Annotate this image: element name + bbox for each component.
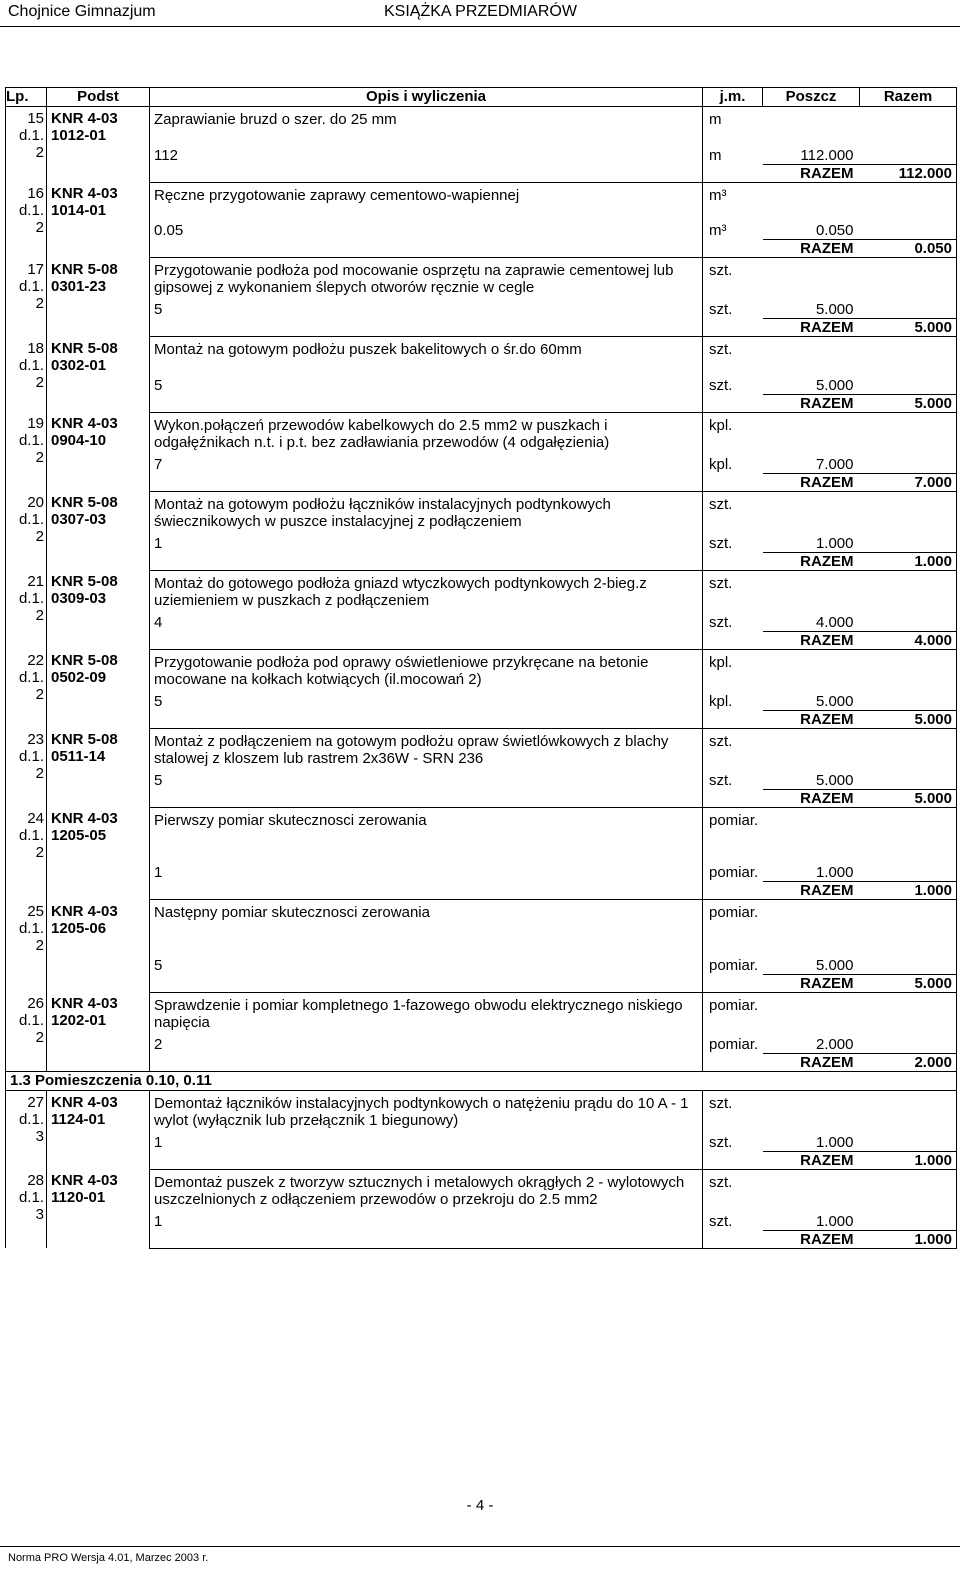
column-header-jm: j.m.	[703, 88, 763, 107]
item-tail: 3	[35, 1206, 44, 1223]
item-tail: 2	[35, 1029, 44, 1046]
item-poszcz: 1.000	[815, 1212, 854, 1230]
item-description: Ręczne przygotowanie zaprawy cementowo-wapiennej	[150, 182, 703, 217]
item-dl: d.1.	[18, 669, 44, 686]
item-dl: d.1.	[18, 511, 44, 528]
item-quantity-expr: 7	[150, 451, 703, 474]
items-body	[6, 107, 957, 1072]
item-quantity-unit: szt.	[709, 301, 733, 318]
item-total-label: RAZEM	[763, 631, 860, 649]
item-number: 23	[27, 731, 44, 748]
item-number: 25	[27, 902, 44, 920]
item-number-cell	[6, 649, 47, 728]
item-poszcz: 0.050	[815, 222, 854, 239]
item-description: Demontaż puszek z tworzyw sztucznych i metalowych okrągłych 2 - wylotowych uszczelnionych z odłączeniem przewodów o przekroju do 2.5 mm2	[150, 1169, 703, 1208]
item-total-value: 7.000	[860, 473, 957, 491]
item-quantity-unit: szt.	[709, 1133, 733, 1151]
item-knr: KNR 4-03	[51, 902, 118, 920]
item-basis-cell	[47, 807, 150, 900]
item-number: 19	[27, 415, 44, 432]
item-dl: d.1.	[18, 127, 44, 144]
item-basis-cell	[47, 182, 150, 258]
item-code: 1202-01	[51, 1012, 107, 1029]
item-number-cell	[6, 107, 47, 183]
item-quantity-unit: m	[709, 146, 722, 164]
item-knr: KNR 4-03	[51, 810, 118, 827]
item-quantity-unit: szt.	[709, 1212, 733, 1230]
item-number-cell	[6, 182, 47, 258]
item-row	[6, 570, 957, 609]
item-quantity-unit: szt.	[709, 613, 733, 631]
item-unit: m	[709, 111, 722, 128]
item-total-value: 112.000	[860, 164, 957, 182]
item-number-cell	[6, 337, 47, 413]
item-number: 27	[27, 1093, 44, 1111]
item-basis-cell	[47, 258, 150, 337]
item-poszcz: 5.000	[815, 956, 854, 974]
item-total-label: RAZEM	[763, 710, 860, 728]
page-header	[0, 0, 960, 28]
item-code: 0302-01	[51, 356, 107, 374]
item-quantity-unit: szt.	[709, 376, 733, 394]
item-code: 0904-10	[51, 432, 107, 449]
item-number: 21	[27, 573, 44, 590]
item-number-cell	[6, 1090, 47, 1169]
item-total-value: 5.000	[860, 319, 957, 337]
item-knr: KNR 5-08	[51, 339, 118, 357]
item-number-cell	[6, 1169, 47, 1248]
item-dl: d.1.	[18, 919, 44, 937]
item-total-value: 1.000	[860, 1230, 957, 1248]
item-knr: KNR 5-08	[51, 652, 118, 669]
item-basis-cell	[47, 412, 150, 491]
item-poszcz: 4.000	[815, 613, 854, 631]
column-header-podst: Podst	[47, 88, 150, 107]
item-total-label: RAZEM	[763, 473, 860, 491]
item-unit: szt.	[709, 495, 733, 513]
item-tail: 2	[35, 373, 44, 391]
item-row	[6, 1090, 957, 1129]
item-quantity-unit: m³	[709, 222, 727, 239]
item-tail: 2	[35, 449, 44, 466]
item-basis-cell	[47, 728, 150, 807]
item-poszcz: 5.000	[815, 692, 854, 710]
item-number-cell	[6, 728, 47, 807]
item-dl: d.1.	[18, 1189, 44, 1206]
item-dl: d.1.	[18, 590, 44, 607]
item-quantity-expr: 5	[150, 767, 703, 790]
item-dl: d.1.	[18, 1110, 44, 1128]
item-row	[6, 1169, 957, 1208]
item-number: 22	[27, 652, 44, 669]
item-poszcz: 5.000	[815, 771, 854, 789]
item-basis-cell	[47, 649, 150, 728]
item-number: 15	[27, 110, 44, 127]
item-number: 20	[27, 494, 44, 511]
item-row	[6, 900, 957, 952]
item-number: 28	[27, 1172, 44, 1189]
item-row	[6, 107, 957, 142]
item-description: Demontaż łączników instalacyjnych podtynkowych o natężeniu prądu do 10 A - 1 wylot (wyłącznik lub przełącznik 1 biegunowy)	[150, 1090, 703, 1129]
column-header-lp: Lp.	[6, 88, 47, 107]
item-quantity-unit: kpl.	[709, 455, 733, 473]
item-poszcz: 5.000	[815, 376, 854, 394]
item-knr: KNR 4-03	[51, 110, 118, 127]
item-total-label: RAZEM	[763, 789, 860, 807]
item-quantity-expr: 5	[150, 952, 703, 975]
item-number-cell	[6, 491, 47, 570]
item-total-label: RAZEM	[763, 882, 860, 900]
item-total-value: 4.000	[860, 631, 957, 649]
item-basis-cell	[47, 570, 150, 649]
column-header-opis: Opis i wyliczenia	[150, 88, 703, 107]
item-unit: szt.	[709, 341, 733, 358]
column-header-razem: Razem	[860, 88, 957, 107]
item-poszcz: 112.000	[800, 146, 854, 164]
item-unit: pomiar.	[709, 996, 759, 1014]
item-total-value: 1.000	[860, 552, 957, 570]
item-description: Sprawdzenie i pomiar kompletnego 1-fazowego obwodu elektrycznego niskiego napięcia	[150, 992, 703, 1031]
item-code: 1120-01	[51, 1189, 106, 1206]
item-basis-cell	[47, 1090, 150, 1169]
item-knr: KNR 5-08	[51, 494, 118, 511]
software-credit: Norma PRO Wersja 4.01, Marzec 2003 r.	[8, 1552, 209, 1564]
item-tail: 3	[35, 1127, 44, 1145]
item-code: 1205-05	[51, 827, 107, 844]
item-total-value: 1.000	[860, 882, 957, 900]
item-unit: szt.	[709, 1173, 733, 1191]
item-unit: pomiar.	[709, 904, 759, 921]
item-basis-cell	[47, 992, 150, 1071]
item-quantity-expr: 1	[150, 1208, 703, 1231]
item-knr: KNR 5-08	[51, 731, 118, 748]
items-body-2	[6, 1090, 957, 1248]
item-tail: 2	[35, 765, 44, 782]
item-row	[6, 992, 957, 1031]
item-quantity-unit: pomiar.	[709, 864, 759, 881]
item-total-label: RAZEM	[763, 319, 860, 337]
item-tail: 2	[35, 844, 44, 861]
item-knr: KNR 4-03	[51, 995, 118, 1012]
item-unit: szt.	[709, 262, 733, 279]
item-tail: 2	[35, 607, 44, 624]
item-number: 17	[27, 260, 44, 278]
section-row	[6, 1071, 957, 1090]
item-dl: d.1.	[18, 277, 44, 295]
item-quantity-expr: 0.05	[150, 217, 703, 240]
item-poszcz: 1.000	[815, 534, 854, 552]
item-quantity-unit: szt.	[709, 771, 733, 789]
item-quantity-expr: 2	[150, 1031, 703, 1054]
item-total-label: RAZEM	[763, 974, 860, 992]
item-quantity-expr: 4	[150, 609, 703, 632]
item-quantity-expr: 1	[150, 530, 703, 553]
item-poszcz: 1.000	[815, 864, 854, 881]
column-header-poszcz: Poszcz	[763, 88, 860, 107]
item-description: Wykon.połączeń przewodów kabelkowych do 2.5 mm2 w puszkach i odgałęźnikach n.t. i p.t. bez zadławiania przewodów (4 odgałęzienia)	[150, 412, 703, 451]
item-quantity-unit: pomiar.	[709, 956, 759, 974]
item-row	[6, 337, 957, 372]
item-tail: 2	[35, 144, 44, 161]
item-tail: 2	[35, 219, 44, 236]
item-quantity-unit: szt.	[709, 534, 733, 552]
item-total-label: RAZEM	[763, 164, 860, 182]
document-title: KSIĄŻKA PRZEDMIARÓW	[384, 3, 577, 20]
item-basis-cell	[47, 491, 150, 570]
school-name: Chojnice Gimnazjum	[8, 3, 156, 20]
item-total-label: RAZEM	[763, 552, 860, 570]
item-number: 18	[27, 339, 44, 357]
item-total-label: RAZEM	[763, 1230, 860, 1248]
item-total-label: RAZEM	[763, 240, 860, 258]
item-unit: m³	[709, 186, 727, 204]
item-number-cell	[6, 992, 47, 1071]
item-code: 1012-01	[51, 127, 107, 144]
item-total-label: RAZEM	[763, 394, 860, 412]
item-description: Pierwszy pomiar skutecznosci zerowania	[150, 807, 703, 859]
item-description: Zaprawianie bruzd o szer. do 25 mm	[150, 107, 703, 142]
item-description: Montaż z podłączeniem na gotowym podłożu opraw świetlówkowych z blachy stalowej z kloszem lub rastrem 2x36W - SRN 236	[150, 728, 703, 767]
item-knr: KNR 4-03	[51, 185, 118, 202]
item-tail: 2	[35, 294, 44, 312]
item-description: Montaż na gotowym podłożu puszek bakelitowych o śr.do 60mm	[150, 337, 703, 372]
item-dl: d.1.	[18, 1012, 44, 1029]
item-dl: d.1.	[18, 432, 44, 449]
item-number: 24	[27, 810, 44, 827]
item-number-cell	[6, 570, 47, 649]
item-number-cell	[6, 807, 47, 900]
item-quantity-expr: 5	[150, 372, 703, 395]
item-quantity-expr: 5	[150, 296, 703, 319]
item-description: Przygotowanie podłoża pod oprawy oświetleniowe przykręcane na betonie mocowane na kołkach kotwiących (il.mocowań 2)	[150, 649, 703, 688]
item-poszcz: 5.000	[815, 301, 854, 318]
item-row	[6, 258, 957, 297]
item-row	[6, 649, 957, 688]
item-poszcz: 7.000	[815, 455, 854, 473]
item-total-value: 5.000	[860, 789, 957, 807]
item-description: Montaż na gotowym podłożu łączników instalacyjnych podtynkowych świecznikowych w puszce instalacyjnej z podłączeniem	[150, 491, 703, 530]
item-code: 0309-03	[51, 590, 107, 607]
item-poszcz: 1.000	[815, 1133, 854, 1151]
item-unit: szt.	[709, 732, 733, 750]
item-number: 26	[27, 995, 44, 1012]
item-knr: KNR 4-03	[51, 1093, 118, 1111]
item-dl: d.1.	[18, 202, 44, 219]
bill-of-quantities-table	[5, 87, 957, 1249]
item-knr: KNR 4-03	[51, 1172, 118, 1189]
item-poszcz: 2.000	[815, 1035, 854, 1053]
item-description: Przygotowanie podłoża pod mocowanie osprzętu na zaprawie cementowej lub gipsowej z wykonaniem ślepych otworów ręcznie w cegle	[150, 258, 703, 297]
page-number: - 4 -	[466, 1497, 494, 1514]
item-total-value: 0.050	[860, 240, 957, 258]
item-row	[6, 412, 957, 451]
section-label: 1.3 Pomieszczenia 0.10, 0.11	[6, 1071, 957, 1090]
item-total-label: RAZEM	[763, 1151, 860, 1169]
item-quantity-unit: pomiar.	[709, 1035, 759, 1053]
item-code: 0511-14	[51, 748, 106, 765]
item-number-cell	[6, 900, 47, 993]
footer-divider	[0, 1546, 960, 1547]
item-code: 0307-03	[51, 511, 107, 528]
item-quantity-expr: 112	[150, 142, 703, 165]
item-description: Następny pomiar skutecznosci zerowania	[150, 900, 703, 952]
item-quantity-unit: kpl.	[709, 692, 733, 710]
item-unit: pomiar.	[709, 811, 759, 829]
item-quantity-expr: 1	[150, 1129, 703, 1152]
item-code: 1014-01	[51, 202, 107, 219]
item-number-cell	[6, 412, 47, 491]
item-total-value: 5.000	[860, 710, 957, 728]
item-row	[6, 807, 957, 859]
item-row	[6, 182, 957, 217]
item-code: 0301-23	[51, 277, 107, 295]
item-row	[6, 491, 957, 530]
table-header-row	[6, 88, 957, 107]
item-tail: 2	[35, 936, 44, 954]
item-code: 1124-01	[51, 1110, 106, 1128]
item-basis-cell	[47, 1169, 150, 1248]
item-unit: szt.	[709, 1094, 733, 1112]
item-total-value: 5.000	[860, 974, 957, 992]
item-dl: d.1.	[18, 748, 44, 765]
item-dl: d.1.	[18, 827, 44, 844]
item-unit: kpl.	[709, 653, 733, 671]
item-total-value: 1.000	[860, 1151, 957, 1169]
item-number-cell	[6, 258, 47, 337]
item-total-value: 2.000	[860, 1053, 957, 1071]
item-knr: KNR 4-03	[51, 415, 118, 432]
section-body	[6, 1071, 957, 1090]
item-quantity-expr: 1	[150, 859, 703, 882]
header-divider	[0, 26, 960, 27]
item-total-label: RAZEM	[763, 1053, 860, 1071]
item-tail: 2	[35, 528, 44, 545]
item-dl: d.1.	[18, 356, 44, 374]
item-description: Montaż do gotowego podłoża gniazd wtyczkowych podtynkowych 2-bieg.z uziemieniem w puszkach z podłączeniem	[150, 570, 703, 609]
item-code: 1205-06	[51, 919, 107, 937]
item-code: 0502-09	[51, 669, 107, 686]
item-unit: kpl.	[709, 416, 733, 434]
item-total-value: 5.000	[860, 394, 957, 412]
item-knr: KNR 5-08	[51, 573, 118, 590]
item-number: 16	[27, 185, 44, 202]
item-row	[6, 728, 957, 767]
item-knr: KNR 5-08	[51, 260, 118, 278]
item-basis-cell	[47, 107, 150, 183]
item-unit: szt.	[709, 574, 733, 592]
item-tail: 2	[35, 686, 44, 703]
item-basis-cell	[47, 900, 150, 993]
item-quantity-expr: 5	[150, 688, 703, 711]
item-basis-cell	[47, 337, 150, 413]
